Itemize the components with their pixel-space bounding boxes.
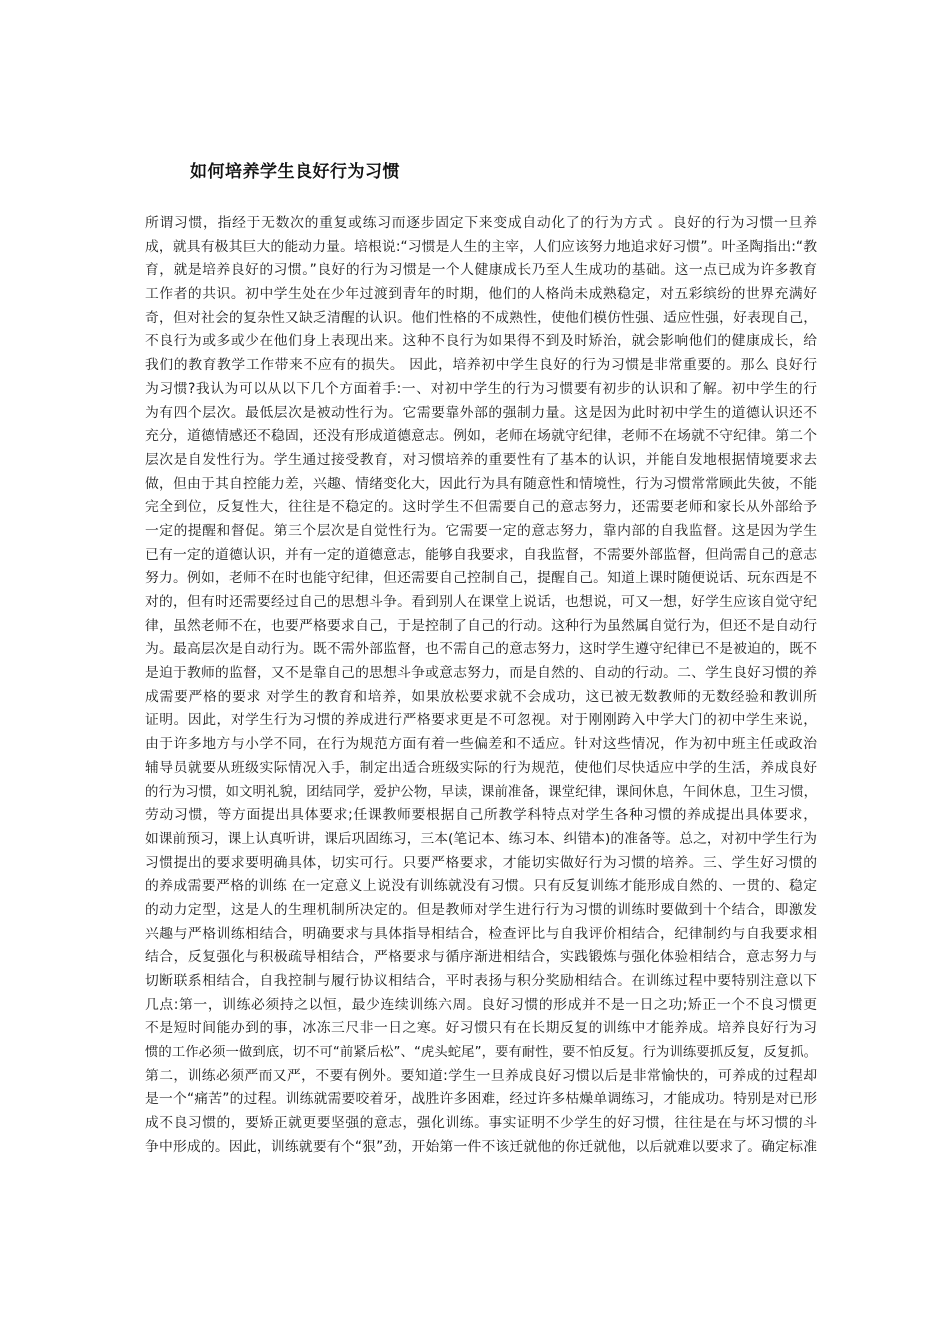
body-line: 工作者的共识。初中学生处在少年过渡到青年的时期，他们的人格尚未成熟稳定，对五彩缤纷的世界充满好 [145, 286, 817, 303]
body-line: 律，虽然老师不在，也要严格要求自己，于是控制了自己的行动。这种行为虽然属自觉行为，但还不是自动行 [145, 617, 817, 634]
body-line: 成需要严格的要求 对学生的教育和培养，如果放松要求就不会成功，这已被无数教师的无数经验和教训所 [145, 688, 817, 705]
body-line: 习惯提出的要求要明确具体，切实可行。只要严格要求，才能切实做好行为习惯的培养。三、学生好习惯的 [145, 854, 817, 871]
body-line: 为有四个层次。最低层次是被动性行为。它需要靠外部的强制力量。这是因为此时初中学生的道德认识还不 [145, 404, 817, 421]
document-body [145, 212, 817, 1160]
body-line: 是一个“痛苦”的过程。训练就需要咬着牙，战胜许多困难，经过许多枯燥单调练习，才能成功。特别是对已形 [145, 1091, 817, 1108]
body-line: 奇，但对社会的复杂性又缺乏清醒的认识。他们性格的不成熟性，使他们模仿性强、适应性强，好表现自己， [145, 309, 817, 326]
body-line: 的行为习惯，如文明礼貌，团结同学，爱护公物，早读，课前准备，课堂纪律，课间休息，午间休息，卫生习惯， [145, 784, 817, 800]
body-line: 惯的工作必须一做到底，切不可“前紧后松”、“虎头蛇尾”，要有耐性，要不怕反复。行为训练要抓反复，反复抓。 [145, 1045, 817, 1061]
body-line: 证明。因此，对学生行为习惯的养成进行严格要求更是不可忽视。对于刚刚跨入中学大门的初中学生来说， [145, 712, 817, 729]
body-line: 是迫于教师的监督，又不是靠自己的思想斗争或意志努力，而是自然的、自动的行动。二、学生良好习惯的养 [145, 665, 817, 682]
body-line: 完全到位，反复性大，往往是不稳定的。这时学生不但需要自己的意志努力，还需要老师和家长从外部给予 [145, 499, 817, 516]
body-line: 所谓习惯，指经于无数次的重复或练习而逐步固定下来变成自动化了的行为方式 。良好的行为习惯一旦养 [145, 215, 817, 231]
body-line: 努力。例如，老师不在时也能守纪律，但还需要自己控制自己，提醒自己。知道上课时随便说话、玩东西是不 [145, 570, 817, 587]
body-line: 争中形成的。因此，训练就要有个“狠”劲，开始第一件不该迁就他的你迁就他，以后就难以要求了。确定标准 [145, 1138, 817, 1155]
body-line: 辅导员就要从班级实际情况入手，制定出适合班级实际的行为规范，使他们尽快适应中学的生活，养成良好 [145, 759, 817, 776]
body-line: 的动力定型，这是人的生理机制所决定的。但是教师对学生进行行为习惯的训练时要做到十个结合，即激发 [145, 901, 817, 918]
body-line: 成不良习惯的，要矫正就更要坚强的意志，强化训练。事实证明不少学生的好习惯，往往是在与坏习惯的斗 [145, 1115, 817, 1132]
body-line: 做，但由于其自控能力差，兴趣、情绪变化大，因此行为具有随意性和情境性，行为习惯常常顾此失彼，不能 [145, 475, 817, 492]
body-line: 层次是自发性行为。学生通过接受教育，对习惯培养的重要性有了基本的认识，并能自发地根据情境要求去 [145, 451, 817, 468]
body-line: 充分，道德情感还不稳固，还没有形成道德意志。例如，老师在场就守纪律，老师不在场就不守纪律。第二个 [145, 428, 817, 445]
body-line: 兴趣与严格训练相结合，明确要求与具体指导相结合，检查评比与自我评价相结合，纪律制约与自我要求相 [145, 925, 817, 942]
body-line: 为习惯?我认为可以从以下几个方面着手:一、对初中学生的行为习惯要有初步的认识和了解。初中学生的行 [145, 380, 817, 397]
body-line: 如课前预习，课上认真听讲，课后巩固练习，三本(笔记本、练习本、纠错本)的准备等。总之，对初中学生行为 [145, 830, 817, 847]
document-title: 如何培养学生良好行为习惯 [190, 162, 400, 182]
body-line: 育，就是培养良好的习惯。”良好的行为习惯是一个人健康成长乃至人生成功的基础。这一点已成为许多教育 [145, 262, 817, 279]
body-line: 结合，反复强化与积极疏导相结合，严格要求与循序渐进相结合，实践锻炼与强化体验相结合，意志努力与 [145, 949, 817, 966]
body-line: 不是短时间能办到的事，冰冻三尺非一日之寒。好习惯只有在长期反复的训练中才能养成。培养良好行为习 [145, 1020, 817, 1037]
body-line: 为。最高层次是自动行为。既不需外部监督，也不需自己的意志努力，这时学生遵守纪律已不是被迫的，既不 [145, 641, 817, 658]
body-line: 几点:第一，训练必须持之以恒，最少连续训练六周。良好习惯的形成并不是一日之功;矫正一个不良习惯更 [145, 996, 817, 1013]
body-line: 成，就具有极其巨大的能动力量。培根说:“习惯是人生的主宰，人们应该努力地追求好习惯”。叶圣陶指出:“教 [145, 238, 817, 255]
body-line: 我们的教育教学工作带来不应有的损失。 因此，培养初中学生良好的行为习惯是非常重要的。那么 良好行 [145, 357, 817, 374]
body-line: 切断联系相结合，自我控制与履行协议相结合，平时表扬与积分奖励相结合。在训练过程中要特别注意以下 [145, 973, 817, 989]
body-line: 对的，但有时还需要经过自己的思想斗争。看到别人在课堂上说话，也想说，可又一想，好学生应该自觉守纪 [145, 594, 817, 610]
body-line: 劳动习惯，等方面提出具体要求;任课教师要根据自己所教学科特点对学生各种习惯的养成提出具体要求， [145, 807, 817, 824]
body-line: 一定的提醒和督促。第三个层次是自觉性行为。它需要一定的意志努力，靠内部的自我监督。这是因为学生 [145, 522, 817, 539]
body-line: 由于许多地方与小学不同，在行为规范方面有着一些偏差和不适应。针对这些情况，作为初中班主任或政治 [145, 736, 817, 753]
body-line: 的养成需要严格的训练 在一定意义上说没有训练就没有习惯。只有反复训练才能形成自然的、一贯的、稳定 [145, 878, 817, 895]
body-line: 不良行为或多或少在他们身上表现出来。这种不良行为如果得不到及时矫治，就会影响他们的健康成长，给 [145, 333, 817, 350]
body-line: 已有一定的道德认识，并有一定的道德意志，能够自我要求，自我监督，不需要外部监督，但尚需自己的意志 [145, 546, 817, 563]
body-line: 第二，训练必须严而又严，不要有例外。要知道:学生一旦养成良好习惯以后是非常愉快的，可养成的过程却 [145, 1067, 817, 1084]
